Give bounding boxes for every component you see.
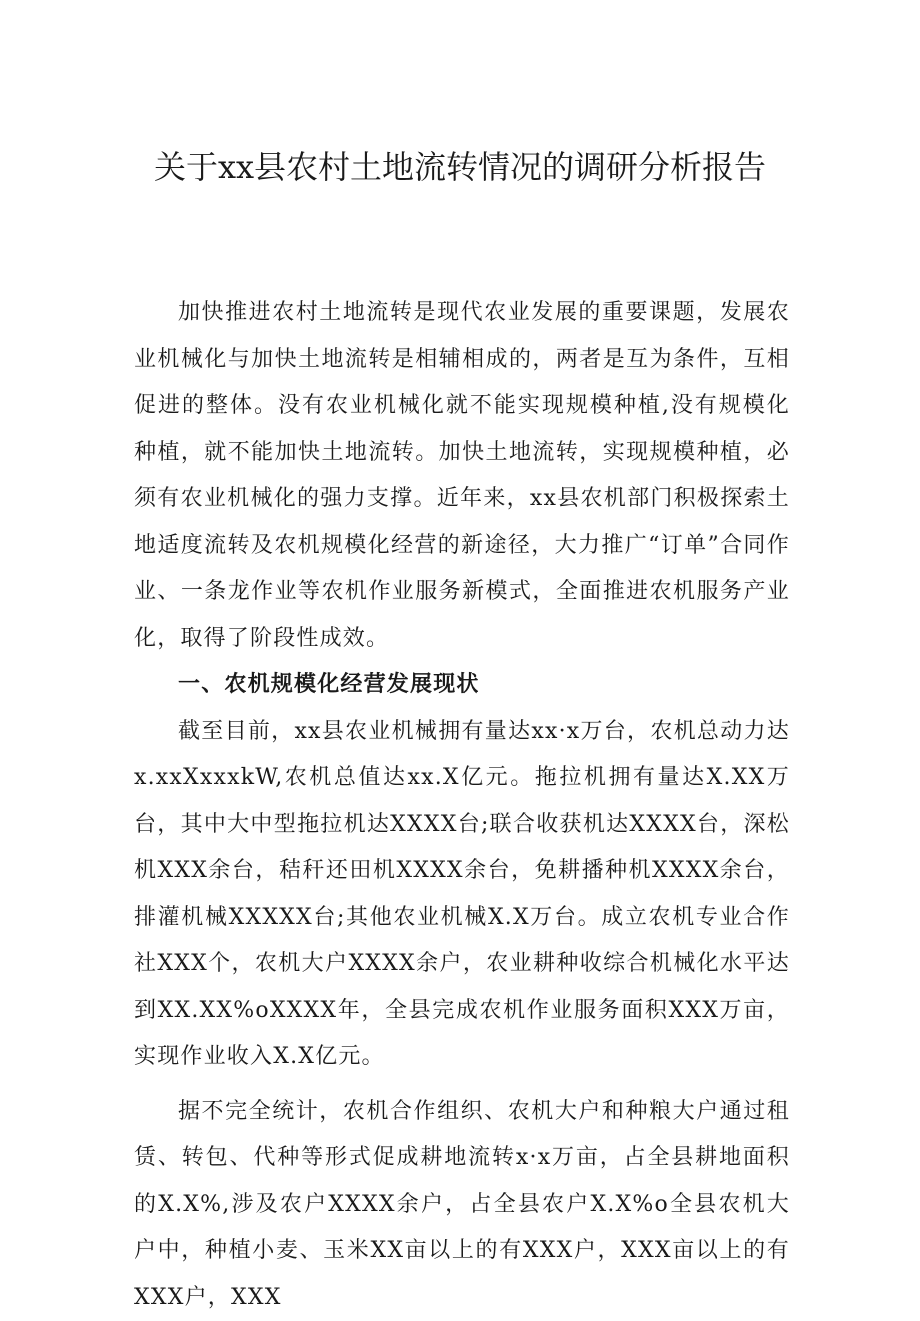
section-paragraph: 截至目前，xx县农业机械拥有量达xx·x万台，农机总动力达x.xxXxxxkW,农机总值达xx.X亿元。拖拉机拥有量达X.XX万台，其中大中型拖拉机达XXXX台;联合收获机达XXXX台，深松机XXX余台，秸秆还田机XXXX余台，免耕播种机XXXX余台，排灌机械XXXXX台;其他农业机械X.X万台。成立农机专业合作社XXX个，农机大户XXXX余户，农业耕种收综合机械化水平达到XX.XX%oXXXX年，全县完成农机作业服务面积XXX万亩，实现作业收入X.X亿元。 xyxy=(134,709,790,1081)
intro-paragraph: 加快推进农村土地流转是现代农业发展的重要课题，发展农业机械化与加快土地流转是相辅相成的，两者是互为条件，互相促进的整体。没有农业机械化就不能实现规模种植,没有规模化种植，就不能加快土地流转。加快土地流转，实现规模种植，必须有农业机械化的强力支撑。近年来，xx县农机部门积极探索土地适度流转及农机规模化经营的新途径，大力推广“订单”合同作业、一条龙作业等农机作业服务新模式，全面推进农机服务产业化，取得了阶段性成效。 xyxy=(134,290,790,662)
document-body xyxy=(134,290,790,1321)
section-heading: 一、农机规模化经营发展现状 xyxy=(134,662,790,709)
document-title: 关于xx县农村土地流转情况的调研分析报告 xyxy=(120,142,800,192)
section-paragraph: 据不完全统计，农机合作组织、农机大户和种粮大户通过租赁、转包、代种等形式促成耕地流转x·x万亩，占全县耕地面积的X.X%,涉及农户XXXX余户，占全县农户X.X%o全县农机大户中，种植小麦、玉米XX亩以上的有XXX户，XXX亩以上的有XXX户，XXX xyxy=(134,1089,790,1321)
